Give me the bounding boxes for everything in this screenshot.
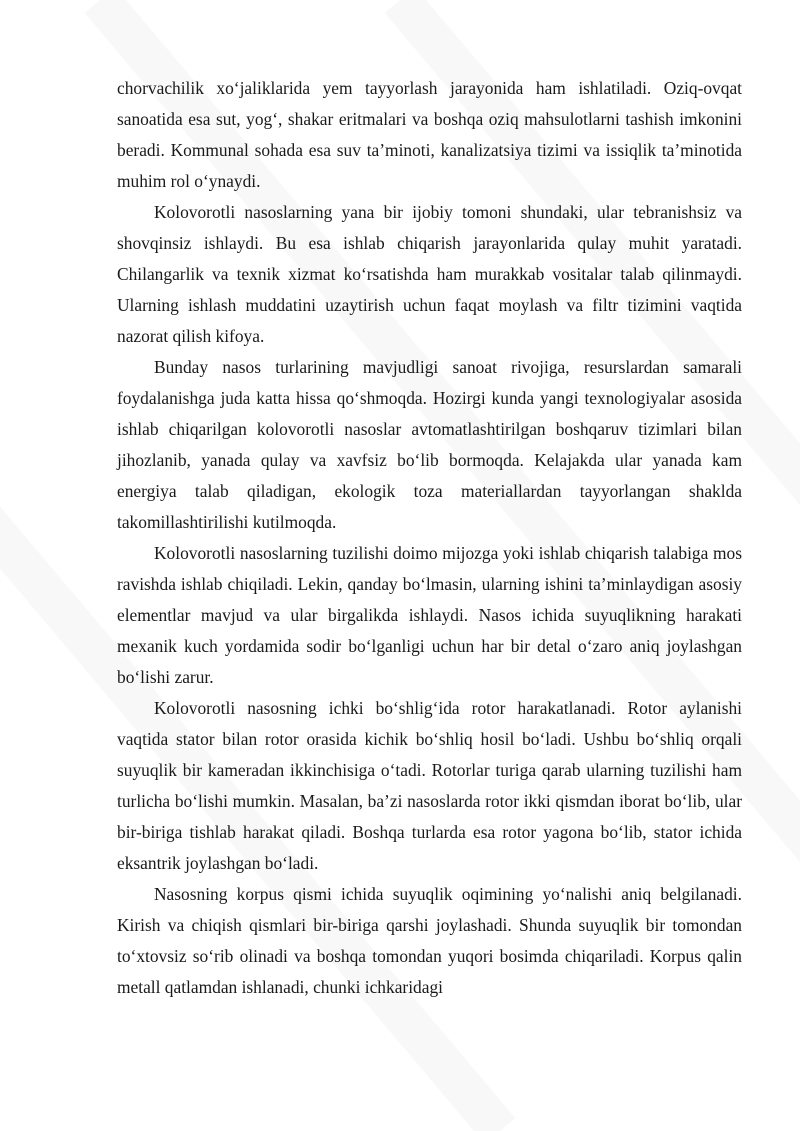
paragraph-4: Kolovorotli nasoslarning tuzilishi doimo mijozga yoki ishlab chiqarish talabiga mos ravishda ishlab chiqiladi. Lekin, qanday bo‘lmasin, ularning ishini ta’minlaydigan asosiy elementlar mavjud va ular birgalikda ishlaydi. Nasos ichida suyuqlikning harakati mexanik kuch yordamida sodir bo‘lganligi uchun har bir detal o‘zaro aniq joylashgan bo‘lishi zarur. xyxy=(117,543,742,687)
paragraph-1: chorvachilik xo‘jaliklarida yem tayyorlash jarayonida ham ishlatiladi. Oziq-ovqat sanoatida esa sut, yog‘, shakar eritmalari va boshqa oziq mahsulotlarni tashish imkonini beradi. Kommunal sohada esa suv ta’minoti, kanalizatsiya tizimi va issiqlik ta’minotida muhim rol o‘ynaydi. xyxy=(117,78,742,191)
body-text xyxy=(117,73,742,1003)
paragraph-2: Kolovorotli nasoslarning yana bir ijobiy tomoni shundaki, ular tebranishsiz va shovqinsiz ishlaydi. Bu esa ishlab chiqarish jarayonlarida qulay muhit yaratadi. Chilangarlik va texnik xizmat ko‘rsatishda ham murakkab vositalar talab qilinmaydi. Ularning ishlash muddatini uzaytirish uchun faqat moylash va filtr tizimini vaqtida nazorat qilish kifoya. xyxy=(117,202,742,346)
paragraph-3: Bunday nasos turlarining mavjudligi sanoat rivojiga, resurslardan samarali foydalanishga juda katta hissa qo‘shmoqda. Hozirgi kunda yangi texnologiyalar asosida ishlab chiqarilgan kolovorotli nasoslar avtomatlashtirilgan boshqaruv tizimlari bilan jihozlanib, yanada qulay va xavfsiz bo‘lib bormoqda. Kelajakda ular yanada kam energiya talab qiladigan, ekologik toza materiallardan tayyorlangan shaklda takomillashtirilishi kutilmoqda. xyxy=(117,357,742,532)
paragraph-6: Nasosning korpus qismi ichida suyuqlik oqimining yo‘nalishi aniq belgilanadi. Kirish va chiqish qismlari bir-biriga qarshi joylashadi. Shunda suyuqlik bir tomondan to‘xtovsiz so‘rib olinadi va boshqa tomondan yuqori bosimda chiqariladi. Korpus qalin metall qatlamdan ishlanadi, chunki ichkaridagi xyxy=(117,884,742,997)
paragraph-5: Kolovorotli nasosning ichki bo‘shlig‘ida rotor harakatlanadi. Rotor aylanishi vaqtida stator bilan rotor orasida kichik bo‘shliq hosil bo‘ladi. Ushbu bo‘shliq orqali suyuqlik bir kameradan ikkinchisiga o‘tadi. Rotorlar turiga qarab ularning tuzilishi ham turlicha bo‘lishi mumkin. Masalan, ba’zi nasoslarda rotor ikki qismdan iborat bo‘lib, ular bir-biriga tishlab harakat qiladi. Boshqa turlarda esa rotor yagona bo‘lib, stator ichida eksantrik joylashgan bo‘ladi. xyxy=(117,698,742,873)
